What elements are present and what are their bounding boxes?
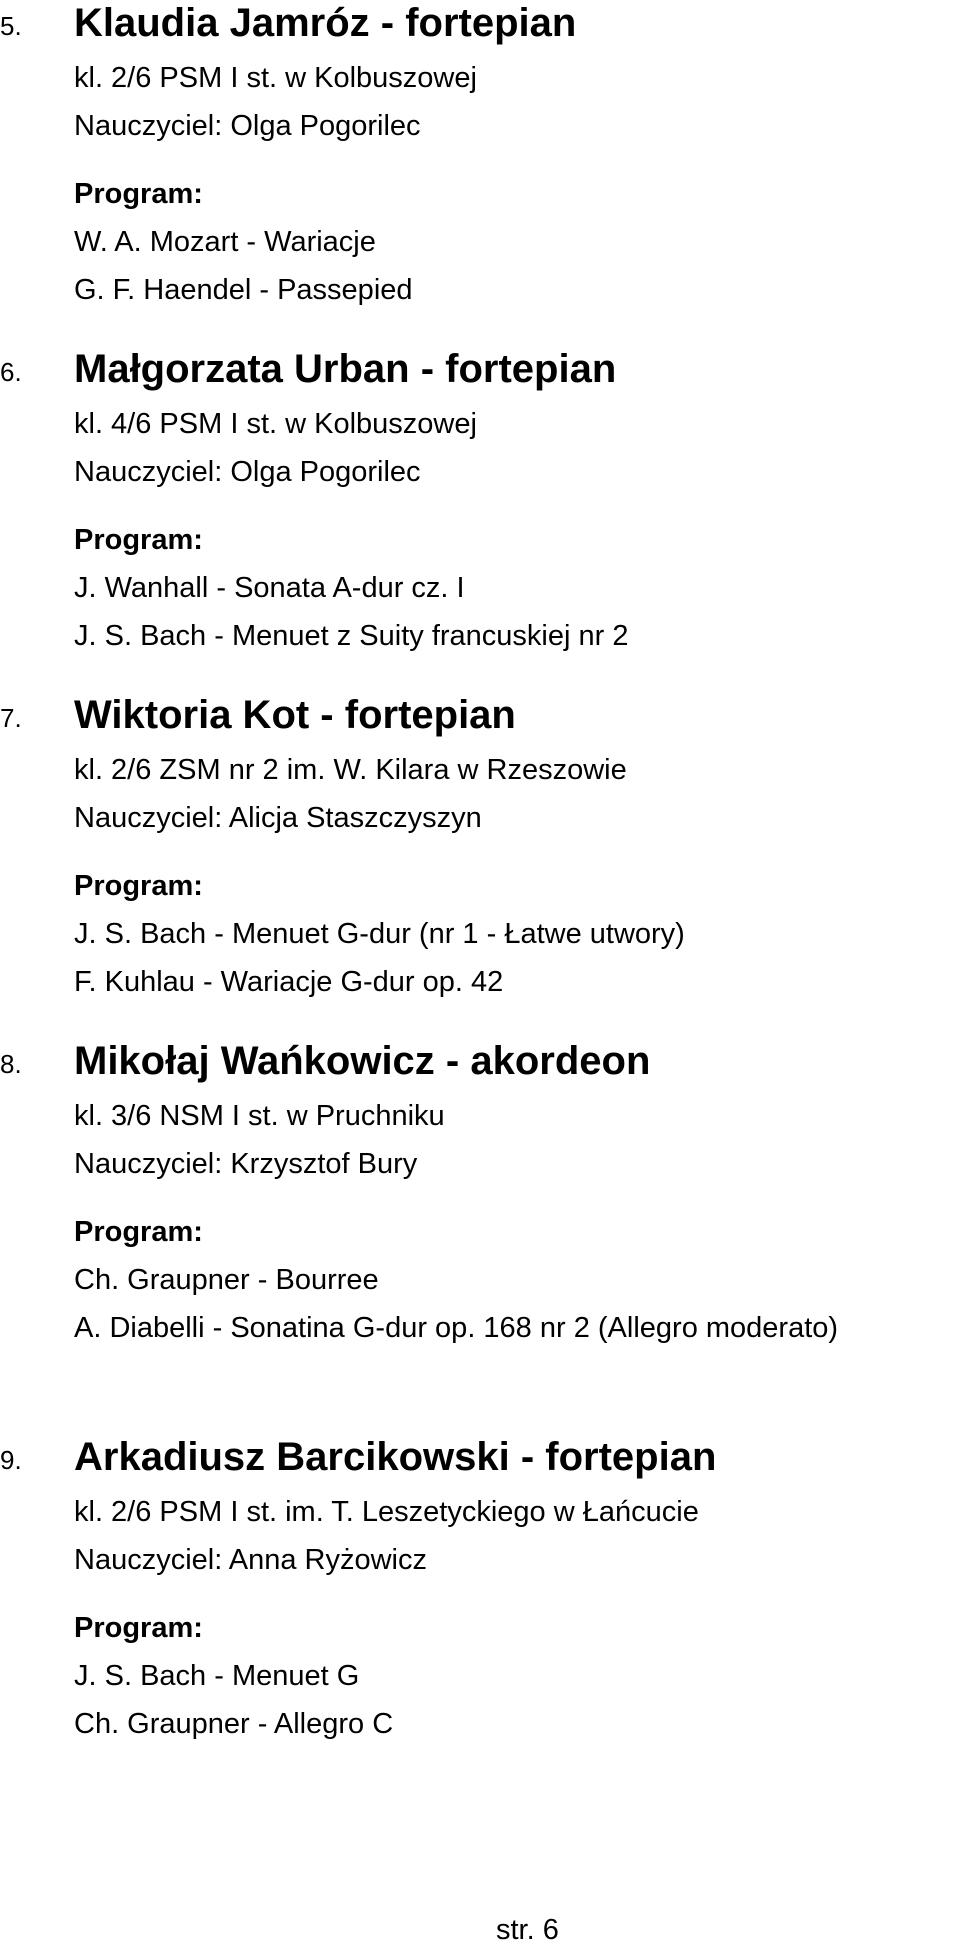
performer-name: Klaudia Jamróz - fortepian <box>74 1 577 45</box>
page-number: str. 6 <box>496 1914 559 1946</box>
program-piece: W. A. Mozart - Wariacje <box>74 226 376 258</box>
teacher-line: Nauczyciel: Alicja Staszczyszyn <box>74 802 482 834</box>
teacher-line: Nauczyciel: Anna Ryżowicz <box>74 1544 427 1576</box>
program-piece: J. Wanhall - Sonata A-dur cz. I <box>74 572 465 604</box>
program-piece: J. S. Bach - Menuet z Suity francuskiej nr 2 <box>74 620 629 652</box>
school-line: kl. 2/6 PSM I st. w Kolbuszowej <box>74 62 477 94</box>
program-label: Program: <box>74 1216 203 1248</box>
program-piece: G. F. Haendel - Passepied <box>74 274 413 306</box>
program-piece: J. S. Bach - Menuet G <box>74 1660 360 1692</box>
school-line: kl. 3/6 NSM I st. w Pruchniku <box>74 1100 445 1132</box>
performer-name: Wiktoria Kot - fortepian <box>74 693 516 737</box>
entry-number: 7. <box>0 703 22 733</box>
school-line: kl. 2/6 ZSM nr 2 im. W. Kilara w Rzeszowie <box>74 754 627 786</box>
program-piece: J. S. Bach - Menuet G-dur (nr 1 - Łatwe utwory) <box>74 918 685 950</box>
school-line: kl. 4/6 PSM I st. w Kolbuszowej <box>74 408 477 440</box>
program-piece: Ch. Graupner - Bourree <box>74 1264 379 1296</box>
program-label: Program: <box>74 870 203 902</box>
entry-number: 8. <box>0 1049 22 1079</box>
teacher-line: Nauczyciel: Olga Pogorilec <box>74 110 421 142</box>
entry-number: 6. <box>0 357 22 387</box>
entry-number: 5. <box>0 11 22 41</box>
school-line: kl. 2/6 PSM I st. im. T. Leszetyckiego w Łańcucie <box>74 1496 699 1528</box>
teacher-line: Nauczyciel: Olga Pogorilec <box>74 456 421 488</box>
program-piece: A. Diabelli - Sonatina G-dur op. 168 nr 2 (Allegro moderato) <box>74 1312 839 1344</box>
program-label: Program: <box>74 178 203 210</box>
performer-name: Małgorzata Urban - fortepian <box>74 347 617 391</box>
performer-name: Arkadiusz Barcikowski - fortepian <box>74 1435 717 1479</box>
program-piece: Ch. Graupner - Allegro C <box>74 1708 394 1740</box>
teacher-line: Nauczyciel: Krzysztof Bury <box>74 1148 418 1180</box>
performer-name: Mikołaj Wańkowicz - akordeon <box>74 1039 651 1083</box>
program-piece: F. Kuhlau - Wariacje G-dur op. 42 <box>74 966 504 998</box>
program-label: Program: <box>74 524 203 556</box>
program-label: Program: <box>74 1612 203 1644</box>
entry-number: 9. <box>0 1445 22 1475</box>
